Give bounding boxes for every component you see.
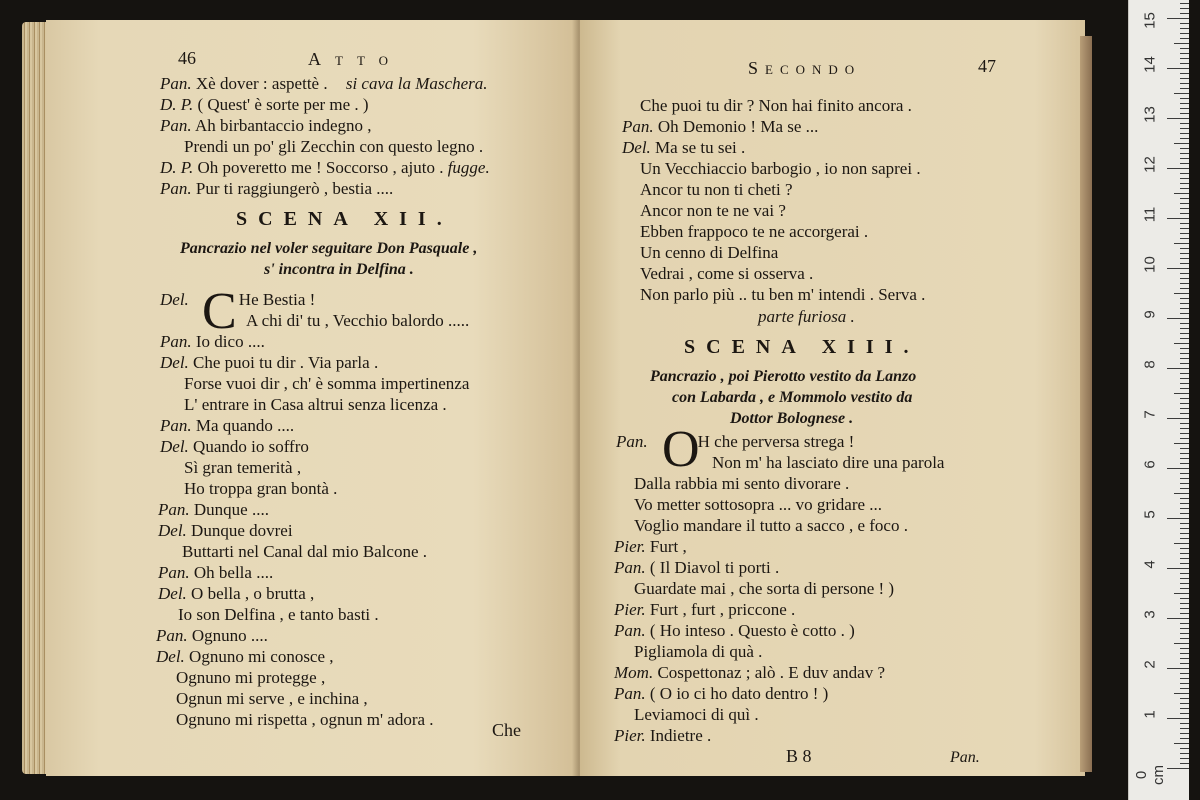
ruler-tick — [1180, 563, 1189, 564]
ruler-tick — [1180, 298, 1189, 299]
ruler-tick — [1180, 398, 1189, 399]
ruler-tick — [1174, 743, 1189, 744]
right-line: Un Vecchiaccio barbogio , io non saprei . — [640, 159, 921, 178]
left-dialogue-line: Del. O bella , o brutta , — [158, 584, 315, 603]
left-scene-desc: Pancrazio nel voler seguitare Don Pasquale , — [180, 240, 478, 257]
ruler-tick — [1180, 508, 1189, 509]
ruler-tick — [1174, 243, 1189, 244]
left-line: D. P. Oh poveretto me ! Soccorso , ajuto . fugge. — [160, 158, 490, 177]
left-line: Pan. Ah birbantaccio indegno , — [160, 116, 372, 135]
ruler-tick — [1180, 363, 1189, 364]
ruler-tick — [1180, 73, 1189, 74]
left-scene-desc: s' incontra in Delfina . — [264, 261, 414, 278]
right-scene-title: SCENA XIII. — [684, 336, 920, 358]
ruler-tick — [1180, 308, 1189, 309]
right-dialogue-line: Pan. H che perversa strega ! — [616, 432, 855, 451]
drop-cap: C — [202, 283, 237, 340]
ruler-tick — [1180, 253, 1189, 254]
ruler-tick — [1180, 428, 1189, 429]
ruler-number: 1 — [1141, 710, 1159, 719]
ruler-tick — [1180, 648, 1189, 649]
right-dialogue-line: Pan. ( O io ci ho dato dentro ! ) — [614, 684, 829, 703]
ruler-tick — [1180, 553, 1189, 554]
right-dialogue-line: Voglio mandare il tutto a sacco , e foco . — [634, 516, 908, 535]
ruler-tick — [1180, 78, 1189, 79]
ruler-tick — [1180, 383, 1189, 384]
ruler-tick — [1167, 768, 1189, 769]
ruler-tick — [1180, 498, 1189, 499]
right-line: Pan. Oh Demonio ! Ma se ... — [622, 117, 819, 136]
ruler-tick — [1180, 278, 1189, 279]
right-line: Ebben frappoco te ne accorgerai . — [640, 222, 869, 241]
left-scene-title: SCENA XII. — [236, 208, 453, 230]
ruler-tick — [1180, 313, 1189, 314]
right-dialogue-line: Pan. ( Il Diavol ti porti . — [614, 558, 780, 577]
left-dialogue-line: Del. Che puoi tu dir . Via parla . — [160, 353, 379, 372]
ruler-tick — [1180, 338, 1189, 339]
ruler-tick — [1167, 568, 1189, 569]
ruler-tick — [1174, 93, 1189, 94]
ruler-number: 0 cm — [1133, 765, 1167, 785]
ruler-tick — [1180, 63, 1189, 64]
ruler-tick — [1180, 538, 1189, 539]
ruler-tick — [1180, 8, 1189, 9]
left-dialogue-line: Ognuno mi protegge , — [176, 668, 326, 687]
ruler-tick — [1167, 118, 1189, 119]
ruler-tick — [1180, 533, 1189, 534]
right-dialogue-line: Pier. Indietre . — [614, 726, 712, 745]
ruler-tick — [1174, 493, 1189, 494]
ruler-tick — [1180, 273, 1189, 274]
ruler-tick — [1180, 558, 1189, 559]
ruler-tick — [1180, 723, 1189, 724]
ruler-number: 6 — [1141, 460, 1159, 469]
ruler-tick — [1180, 488, 1189, 489]
ruler-number: 11 — [1141, 206, 1159, 223]
left-dialogue-line: Pan. Io dico .... — [160, 332, 265, 351]
ruler-tick — [1180, 473, 1189, 474]
ruler-tick — [1180, 153, 1189, 154]
ruler-tick — [1180, 113, 1189, 114]
ruler-tick — [1167, 368, 1189, 369]
ruler-tick — [1180, 688, 1189, 689]
ruler-tick — [1174, 443, 1189, 444]
ruler-tick — [1180, 623, 1189, 624]
ruler-tick — [1180, 658, 1189, 659]
ruler-tick — [1180, 58, 1189, 59]
ruler-tick — [1174, 593, 1189, 594]
ruler-tick — [1180, 358, 1189, 359]
left-dialogue-line: Del. Ognuno mi conosce , — [156, 647, 334, 666]
ruler-number: 9 — [1141, 310, 1159, 319]
ruler-tick — [1167, 268, 1189, 269]
ruler-tick — [1180, 303, 1189, 304]
ruler-tick — [1180, 458, 1189, 459]
ruler-tick — [1180, 3, 1189, 4]
ruler-tick — [1180, 288, 1189, 289]
ruler-tick — [1180, 753, 1189, 754]
left-dialogue-line: Io son Delfina , e tanto basti . — [178, 605, 379, 624]
right-line: Non parlo più .. tu ben m' intendi . Serva . — [640, 285, 926, 304]
ruler-tick — [1180, 388, 1189, 389]
ruler-tick — [1180, 128, 1189, 129]
ruler-tick — [1174, 193, 1189, 194]
ruler-tick — [1180, 148, 1189, 149]
ruler-tick — [1180, 628, 1189, 629]
ruler-tick — [1180, 548, 1189, 549]
ruler-number: 3 — [1141, 610, 1159, 619]
ruler-tick — [1180, 748, 1189, 749]
book-right-edge — [1080, 36, 1092, 772]
left-line: Pan. Pur ti raggiungerò , bestia .... — [160, 179, 394, 198]
ruler-tick — [1180, 603, 1189, 604]
ruler-tick — [1180, 583, 1189, 584]
ruler-tick — [1180, 328, 1189, 329]
ruler-tick — [1167, 318, 1189, 319]
ruler-tick — [1180, 663, 1189, 664]
right-dialogue-line: Mom. Cospettonaz ; alò . E duv andav ? — [614, 663, 886, 682]
right-dialogue-line: Guardate mai , che sorta di persone ! ) — [634, 579, 895, 598]
ruler-tick — [1167, 468, 1189, 469]
ruler-tick — [1174, 393, 1189, 394]
ruler-tick — [1180, 333, 1189, 334]
ruler-tick — [1180, 653, 1189, 654]
ruler-tick — [1180, 53, 1189, 54]
ruler-tick — [1180, 478, 1189, 479]
left-dialogue-line: Pan. Oh bella .... — [158, 563, 274, 582]
ruler-tick — [1180, 188, 1189, 189]
ruler-tick — [1180, 763, 1189, 764]
ruler-tick — [1180, 98, 1189, 99]
signature-mark: B 8 — [786, 746, 812, 766]
ruler-tick — [1180, 448, 1189, 449]
right-page-number: 47 — [978, 56, 996, 76]
ruler-number: 14 — [1141, 56, 1159, 73]
left-dialogue-line: Pan. Dunque .... — [158, 500, 269, 519]
right-line: Del. Ma se tu sei . — [622, 138, 746, 157]
ruler-number: 7 — [1141, 410, 1159, 419]
ruler-tick — [1180, 703, 1189, 704]
ruler-tick — [1180, 203, 1189, 204]
ruler-tick — [1180, 408, 1189, 409]
ruler-tick — [1180, 103, 1189, 104]
ruler-tick — [1180, 178, 1189, 179]
ruler-tick — [1180, 758, 1189, 759]
ruler-tick — [1180, 598, 1189, 599]
ruler-tick — [1180, 183, 1189, 184]
ruler-number: 2 — [1141, 660, 1159, 669]
ruler-number: 12 — [1141, 156, 1159, 173]
ruler-tick — [1180, 228, 1189, 229]
left-dialogue-line: Pan. Ognuno .... — [156, 626, 268, 645]
right-scene-desc: con Labarda , e Mommolo vestito da — [672, 389, 913, 406]
ruler-tick — [1180, 513, 1189, 514]
left-dialogue-line: A chi di' tu , Vecchio balordo ..... — [246, 311, 470, 330]
ruler-tick — [1180, 248, 1189, 249]
exit-note: parte furiosa . — [758, 307, 855, 326]
right-line: Vedrai , come si osserva . — [640, 264, 814, 283]
ruler-tick — [1180, 698, 1189, 699]
ruler-tick — [1167, 18, 1189, 19]
ruler-tick — [1180, 13, 1189, 14]
ruler-tick — [1174, 693, 1189, 694]
ruler-tick — [1180, 638, 1189, 639]
ruler-tick — [1180, 123, 1189, 124]
right-page — [580, 20, 1085, 776]
ruler-tick — [1180, 263, 1189, 264]
left-dialogue-line: Ho troppa gran bontà . — [184, 479, 338, 498]
ruler-tick — [1180, 738, 1189, 739]
measuring-ruler — [1128, 0, 1189, 800]
ruler-tick — [1180, 413, 1189, 414]
ruler-tick — [1180, 438, 1189, 439]
left-line: Prendi un po' gli Zecchin con questo legno . — [184, 137, 484, 156]
left-catchword: Che — [492, 720, 521, 740]
ruler-tick — [1180, 353, 1189, 354]
left-running-head: Atto — [308, 49, 403, 69]
ruler-tick — [1180, 728, 1189, 729]
ruler-tick — [1174, 143, 1189, 144]
ruler-tick — [1180, 453, 1189, 454]
ruler-tick — [1174, 543, 1189, 544]
ruler-tick — [1180, 198, 1189, 199]
ruler-tick — [1180, 378, 1189, 379]
ruler-tick — [1180, 608, 1189, 609]
ruler-tick — [1180, 423, 1189, 424]
ruler-tick — [1180, 213, 1189, 214]
left-line: D. P. ( Quest' è sorte per me . ) — [160, 95, 369, 114]
left-dialogue-line: Pan. Ma quando .... — [160, 416, 295, 435]
ruler-tick — [1180, 433, 1189, 434]
ruler-number: 8 — [1141, 360, 1159, 369]
right-scene-desc: Pancrazio , poi Pierotto vestito da Lanzo — [650, 368, 917, 385]
ruler-tick — [1180, 673, 1189, 674]
ruler-tick — [1180, 633, 1189, 634]
left-dialogue-line: Ognun mi serve , e inchina , — [176, 689, 368, 708]
ruler-tick — [1180, 483, 1189, 484]
ruler-tick — [1180, 223, 1189, 224]
right-line: Ancor tu non ti cheti ? — [640, 180, 793, 199]
ruler-tick — [1180, 23, 1189, 24]
ruler-tick — [1180, 463, 1189, 464]
right-line: Un cenno di Delfina — [640, 243, 779, 262]
ruler-tick — [1167, 518, 1189, 519]
ruler-tick — [1180, 233, 1189, 234]
right-dialogue-line: Pier. Furt , furt , priccone . — [614, 600, 796, 619]
drop-cap: O — [662, 421, 700, 478]
ruler-tick — [1180, 88, 1189, 89]
ruler-tick — [1180, 83, 1189, 84]
right-dialogue-line: Non m' ha lasciato dire una parola — [712, 453, 945, 472]
ruler-tick — [1180, 573, 1189, 574]
ruler-tick — [1180, 373, 1189, 374]
ruler-tick — [1180, 283, 1189, 284]
ruler-tick — [1180, 613, 1189, 614]
left-dialogue-line: Del. Dunque dovrei — [158, 521, 293, 540]
ruler-tick — [1180, 38, 1189, 39]
ruler-tick — [1180, 33, 1189, 34]
ruler-tick — [1174, 343, 1189, 344]
right-dialogue-line: Pier. Furt , — [614, 537, 687, 556]
ruler-tick — [1180, 733, 1189, 734]
ruler-tick — [1180, 173, 1189, 174]
right-catchword: Pan. — [950, 749, 980, 766]
ruler-tick — [1167, 68, 1189, 69]
ruler-tick — [1180, 683, 1189, 684]
ruler-tick — [1180, 133, 1189, 134]
left-page — [46, 20, 580, 776]
ruler-tick — [1167, 718, 1189, 719]
ruler-tick — [1180, 28, 1189, 29]
left-dialogue-line: L' entrare in Casa altrui senza licenza . — [184, 395, 447, 414]
right-line: Che puoi tu dir ? Non hai finito ancora . — [640, 96, 912, 115]
ruler-tick — [1180, 238, 1189, 239]
ruler-tick — [1180, 578, 1189, 579]
ruler-tick — [1180, 158, 1189, 159]
right-dialogue-line: Dalla rabbia mi sento divorare . — [634, 474, 850, 493]
ruler-tick — [1180, 708, 1189, 709]
ruler-number: 4 — [1141, 560, 1159, 569]
right-scene-desc: Dottor Bolognese . — [730, 410, 854, 427]
ruler-tick — [1167, 668, 1189, 669]
right-line: Ancor non te ne vai ? — [640, 201, 786, 220]
ruler-tick — [1174, 643, 1189, 644]
ruler-number: 15 — [1141, 12, 1159, 29]
left-dialogue-line: Sì gran temerità , — [184, 458, 302, 477]
right-dialogue-line: Pigliamola di quà . — [634, 642, 763, 661]
ruler-tick — [1180, 323, 1189, 324]
ruler-tick — [1180, 138, 1189, 139]
ruler-number: 5 — [1141, 510, 1159, 519]
ruler-tick — [1167, 168, 1189, 169]
ruler-tick — [1180, 523, 1189, 524]
ruler-tick — [1180, 528, 1189, 529]
ruler-tick — [1180, 503, 1189, 504]
ruler-tick — [1174, 43, 1189, 44]
left-dialogue-line: Ognuno mi rispetta , ognun m' adora . — [176, 710, 434, 729]
ruler-tick — [1180, 48, 1189, 49]
ruler-tick — [1180, 713, 1189, 714]
ruler-tick — [1180, 258, 1189, 259]
ruler-tick — [1167, 218, 1189, 219]
ruler-tick — [1174, 293, 1189, 294]
left-page-number: 46 — [178, 48, 196, 68]
ruler-number: 13 — [1141, 106, 1159, 123]
right-dialogue-line: Vo metter sottosopra ... vo gridare ... — [634, 495, 883, 514]
ruler-tick — [1180, 163, 1189, 164]
ruler-tick — [1167, 618, 1189, 619]
left-dialogue-line: Del. He Bestia ! — [160, 290, 316, 309]
ruler-tick — [1180, 403, 1189, 404]
right-dialogue-line: Pan. ( Ho inteso . Questo è cotto . ) — [614, 621, 855, 640]
left-dialogue-line: Buttarti nel Canal dal mio Balcone . — [182, 542, 428, 561]
ruler-tick — [1180, 208, 1189, 209]
ruler-tick — [1180, 588, 1189, 589]
ruler-tick — [1180, 348, 1189, 349]
ruler-tick — [1167, 418, 1189, 419]
ruler-tick — [1180, 108, 1189, 109]
right-dialogue-line: Leviamoci di quì . — [634, 705, 759, 724]
left-line: Pan. Xè dover : aspettè . si cava la Maschera. — [160, 74, 488, 93]
ruler-number: 10 — [1141, 256, 1159, 273]
right-running-head: Secondo — [748, 58, 862, 78]
left-dialogue-line: Forse vuoi dir , ch' è somma impertinenza — [184, 374, 470, 393]
left-dialogue-line: Del. Quando io soffro — [160, 437, 309, 456]
ruler-tick — [1180, 678, 1189, 679]
